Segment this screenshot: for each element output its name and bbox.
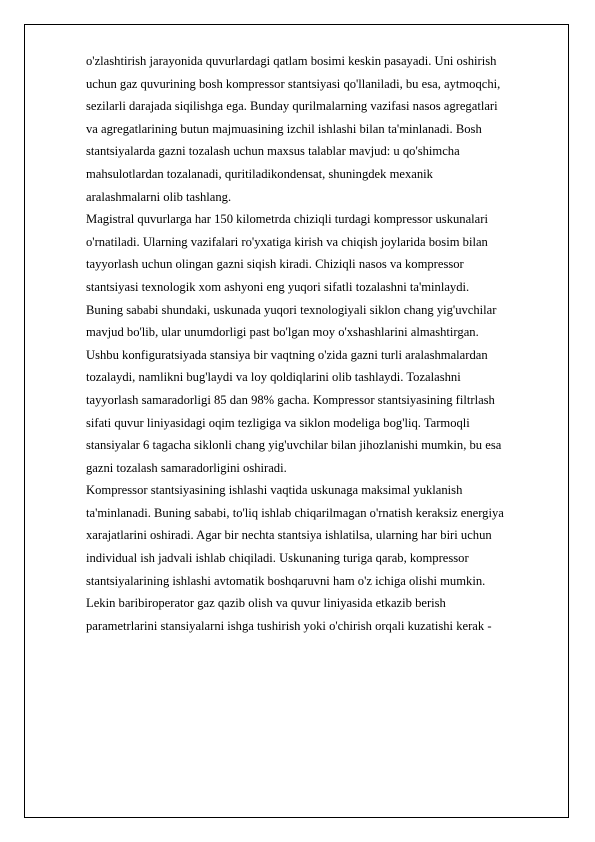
text-line: uchun gaz quvurining bosh kompressor stantsiyasi qo'llaniladi, bu esa, aytmoqchi, [86, 76, 501, 91]
text-line: tayyorlash samaradorligi 85 dan 98% gacha. Kompressor stantsiyasining filtrlash [86, 392, 495, 407]
text-line: Ushbu konfiguratsiyada stansiya bir vaqtning o'zida gazni turli aralashmalardan [86, 347, 488, 362]
text-line: ta'minlanadi. Buning sababi, to'liq ishlab chiqarilmagan o'rnatish keraksiz energiya [86, 505, 504, 520]
text-line: aralashmalarni olib tashlang. [86, 189, 232, 204]
text-line: va agregatlarining butun majmuasining izchil ishlashi bilan ta'minlanadi. Bosh [86, 121, 482, 136]
text-line: Kompressor stantsiyasining ishlashi vaqtida uskunaga maksimal yuklanish [86, 483, 463, 498]
text-line: xarajatlarini oshiradi. Agar bir nechta stantsiya ishlatilsa, ularning har biri uchun [86, 528, 492, 543]
text-line: gazni tozalash samaradorligini oshiradi. [86, 460, 287, 475]
text-line: tozalaydi, namlikni bug'laydi va loy qoldiqlarini olib tashlaydi. Tozalashni [86, 370, 461, 385]
text-line: mavjud bo'lib, ular unumdorligi past bo'lgan moy o'xshashlarini almashtirgan. [86, 325, 479, 340]
text-line: stansiyalar 6 tagacha siklonli chang yig'uvchilar bilan jihozlanishi mumkin, bu esa [86, 438, 502, 453]
document-body [86, 50, 556, 637]
text-line: stantsiyalarining ishlashi avtomatik boshqaruvni ham o'z ichiga olishi mumkin. [86, 573, 486, 588]
text-line: Magistral quvurlarga har 150 kilometrda chiziqli turdagi kompressor uskunalari [86, 212, 488, 227]
text-line: individual ish jadvali ishlab chiqiladi. Uskunaning turiga qarab, kompressor [86, 551, 469, 566]
text-line: Buning sababi shundaki, uskunada yuqori texnologiyali siklon chang yig'uvchilar [86, 302, 497, 317]
text-line: tayyorlash uchun olingan gazni siqish kiradi. Chiziqli nasos va kompressor [86, 257, 464, 272]
text-line: sifati quvur liniyasidagi oqim tezligiga va siklon modeliga bog'liq. Tarmoqli [86, 415, 470, 430]
text-line: stantsiyalarda gazni tozalash uchun maxsus talablar mavjud: u qo'shimcha [86, 144, 460, 159]
text-line: Lekin baribiroperator gaz qazib olish va quvur liniyasida etkazib berish [86, 596, 446, 611]
text-line: mahsulotlardan tozalanadi, quritiladikondensat, shuningdek mexanik [86, 166, 433, 181]
text-line: sezilarli darajada siqilishga ega. Bunday qurilmalarning vazifasi nasos agregatlari [86, 99, 498, 114]
text-line: stantsiyasi texnologik xom ashyoni eng yuqori sifatli tozalashni ta'minlaydi. [86, 279, 470, 294]
text-line: o'zlashtirish jarayonida quvurlardagi qatlam bosimi keskin pasayadi. Uni oshirish [86, 54, 497, 68]
text-line: o'rnatiladi. Ularning vazifalari ro'yxatiga kirish va chiqish joylarida bosim bilan [86, 234, 488, 249]
text-line: parametrlarini stansiyalarni ishga tushirish yoki o'chirish orqali kuzatishi kerak - [86, 618, 492, 633]
